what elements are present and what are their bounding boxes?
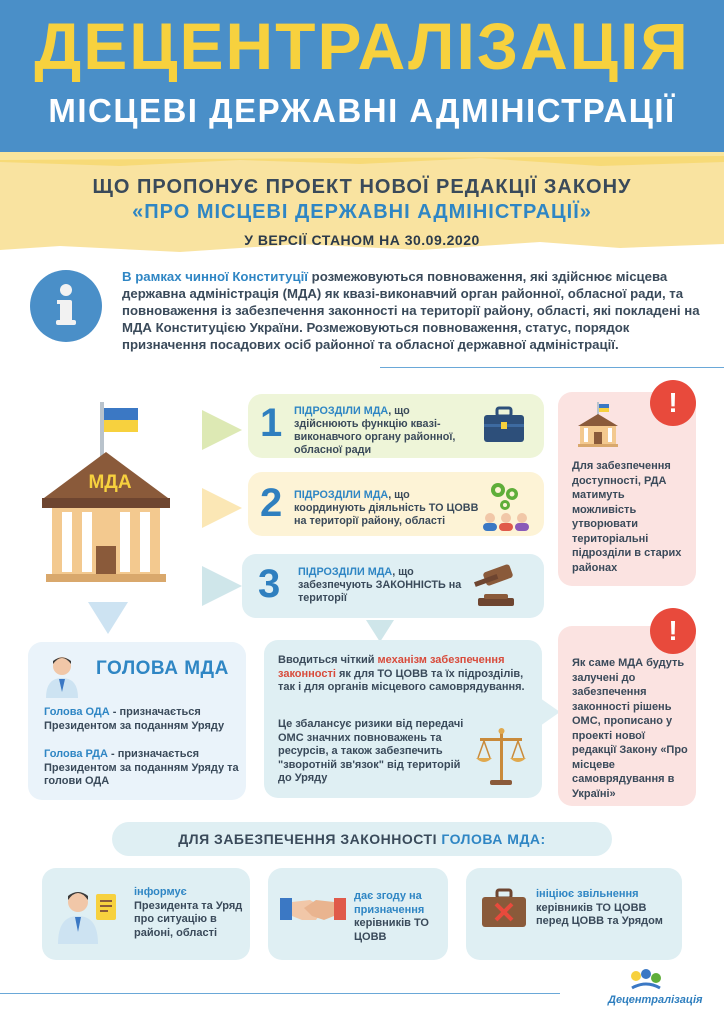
item-desc-3: , що забезпечують ЗАКОННІСТЬ на території (298, 566, 462, 604)
official-icon (44, 652, 80, 698)
head-oda-lead: Голова ОДА (44, 706, 110, 718)
action-lead-2: дає згоду на призначення (354, 890, 425, 916)
head-oda (44, 706, 240, 733)
banner-highlight: ГОЛОВА МДА: (441, 831, 546, 847)
item-text-2 (294, 489, 480, 528)
scales-icon (474, 726, 528, 788)
item-number-1: 1 (260, 401, 283, 445)
logo-text: Децентралізація (608, 994, 703, 1006)
arrow-down-icon (366, 620, 394, 642)
decentralization-logo-icon (628, 966, 664, 994)
subheader-line1: ЩО ПРОПОНУЄ ПРОЕКТ НОВОЇ РЕДАКЦІЇ ЗАКОНУ (92, 176, 632, 198)
gears-people-icon (480, 478, 532, 532)
action-text-2 (354, 890, 444, 944)
action-desc-1: Президента та Уряд про ситуацію в районі, області (134, 899, 243, 939)
mechanism-p1-a: Вводиться чіткий (278, 654, 378, 666)
arrow-right-icon (202, 488, 242, 528)
legality-banner (112, 822, 612, 856)
head-oda-text: - призначається Президентом за поданням Уряду (44, 706, 225, 732)
header-banner (0, 0, 724, 152)
action-text-3 (536, 888, 678, 929)
dismissal-briefcase-icon (480, 888, 528, 930)
official-informs-icon (56, 884, 120, 944)
action-lead-1: інформує (134, 886, 187, 898)
item-text-3 (298, 566, 462, 605)
building-label: МДА (88, 472, 132, 493)
action-lead-3: ініціює звільнення (536, 888, 639, 900)
main-subtitle: МІСЦЕВІ ДЕРЖАВНІ АДМІНІСТРАЦІЇ (48, 92, 676, 129)
action-text-1 (134, 886, 244, 940)
head-rda-text: - призначається Президентом за поданням Уряду та голови ОДА (44, 748, 239, 787)
divider-line (380, 367, 724, 368)
gavel-icon (470, 562, 520, 610)
item-number-3: 3 (258, 562, 281, 606)
item-lead-3: ПІДРОЗДІЛИ МДА (298, 566, 393, 578)
handshake-icon (280, 890, 346, 930)
item-desc-2: , що координують діяльність ТО ЦОВВ на території району, області (294, 489, 479, 527)
main-title: ДЕЦЕНТРАЛІЗАЦІЯ (34, 9, 690, 83)
action-desc-2: керівників ТО ЦОВВ (354, 917, 429, 943)
mechanism-p1-b: як для ТО ЦОВВ та їх підрозділів, так і для органів місцевого самоврядування. (278, 667, 525, 693)
arrow-right-icon (202, 566, 242, 606)
item-text-1 (294, 405, 476, 457)
intro-text: розмежовуються повноваження, які здійснює місцева державна адміністрація (МДА) як квазі-виконавчий орган районної, обласної ради, та повноваження із забезпечення законності на території району, області, які покладені на МДА Конституцією України. Розмежовуються повноваження, статус, порядок призначення посадових осіб районної та обласної державної адміністрації. (122, 269, 700, 352)
warning-icon: ! (650, 608, 696, 654)
item-lead-2: ПІДРОЗДІЛИ МДА (294, 489, 389, 501)
subheader-line3: У ВЕРСІЇ СТАНОМ НА 30.09.2020 (244, 232, 480, 248)
mechanism-p1 (278, 654, 530, 695)
arrow-down-icon (88, 602, 128, 634)
item-desc-1: , що здійснюють функцію квазі-виконавчого органу районної, обласної ради (294, 405, 456, 456)
head-rda (44, 748, 240, 789)
side-note-text-2: Як саме МДА будуть залучені до забезпечення законності рішень ОМС, прописано у проекті нової редакції Закону «Про місцеве самоврядування в Україні» (572, 657, 688, 800)
subheader-line2: «ПРО МІСЦЕВІ ДЕРЖАВНІ АДМІНІСТРАЦІЇ» (132, 201, 592, 223)
mechanism-highlight: механізм забезпечення законності (278, 654, 505, 680)
action-desc-3: керівників ТО ЦОВВ перед ЦОВВ та Урядом (536, 901, 663, 927)
building-small-icon (576, 402, 620, 448)
arrow-right-icon (202, 410, 242, 450)
side-note-text-1: Для забезпечення доступності, РДА матимуть можливість утворювати територіальні підрозділи в старих районах (572, 460, 682, 574)
head-rda-lead: Голова РДА (44, 748, 108, 760)
banner-text: ДЛЯ ЗАБЕЗПЕЧЕННЯ ЗАКОННОСТІ (178, 831, 442, 847)
mechanism-p2: Це збалансує ризики від передачі ОМС значних повноважень та ресурсів, а також забезпечить "зворотній зв'язок" від територій до Уряду (278, 718, 464, 784)
arrow-right-icon (540, 698, 560, 726)
briefcase-icon (482, 406, 526, 444)
intro-highlight: В рамках чинної Конституції (122, 269, 308, 284)
intro-paragraph (122, 268, 702, 353)
info-icon (30, 270, 102, 342)
head-title: ГОЛОВА МДА (96, 658, 229, 679)
item-number-2: 2 (260, 481, 283, 525)
footer-line (0, 993, 560, 994)
warning-icon: ! (650, 380, 696, 426)
item-lead-1: ПІДРОЗДІЛИ МДА (294, 405, 389, 417)
